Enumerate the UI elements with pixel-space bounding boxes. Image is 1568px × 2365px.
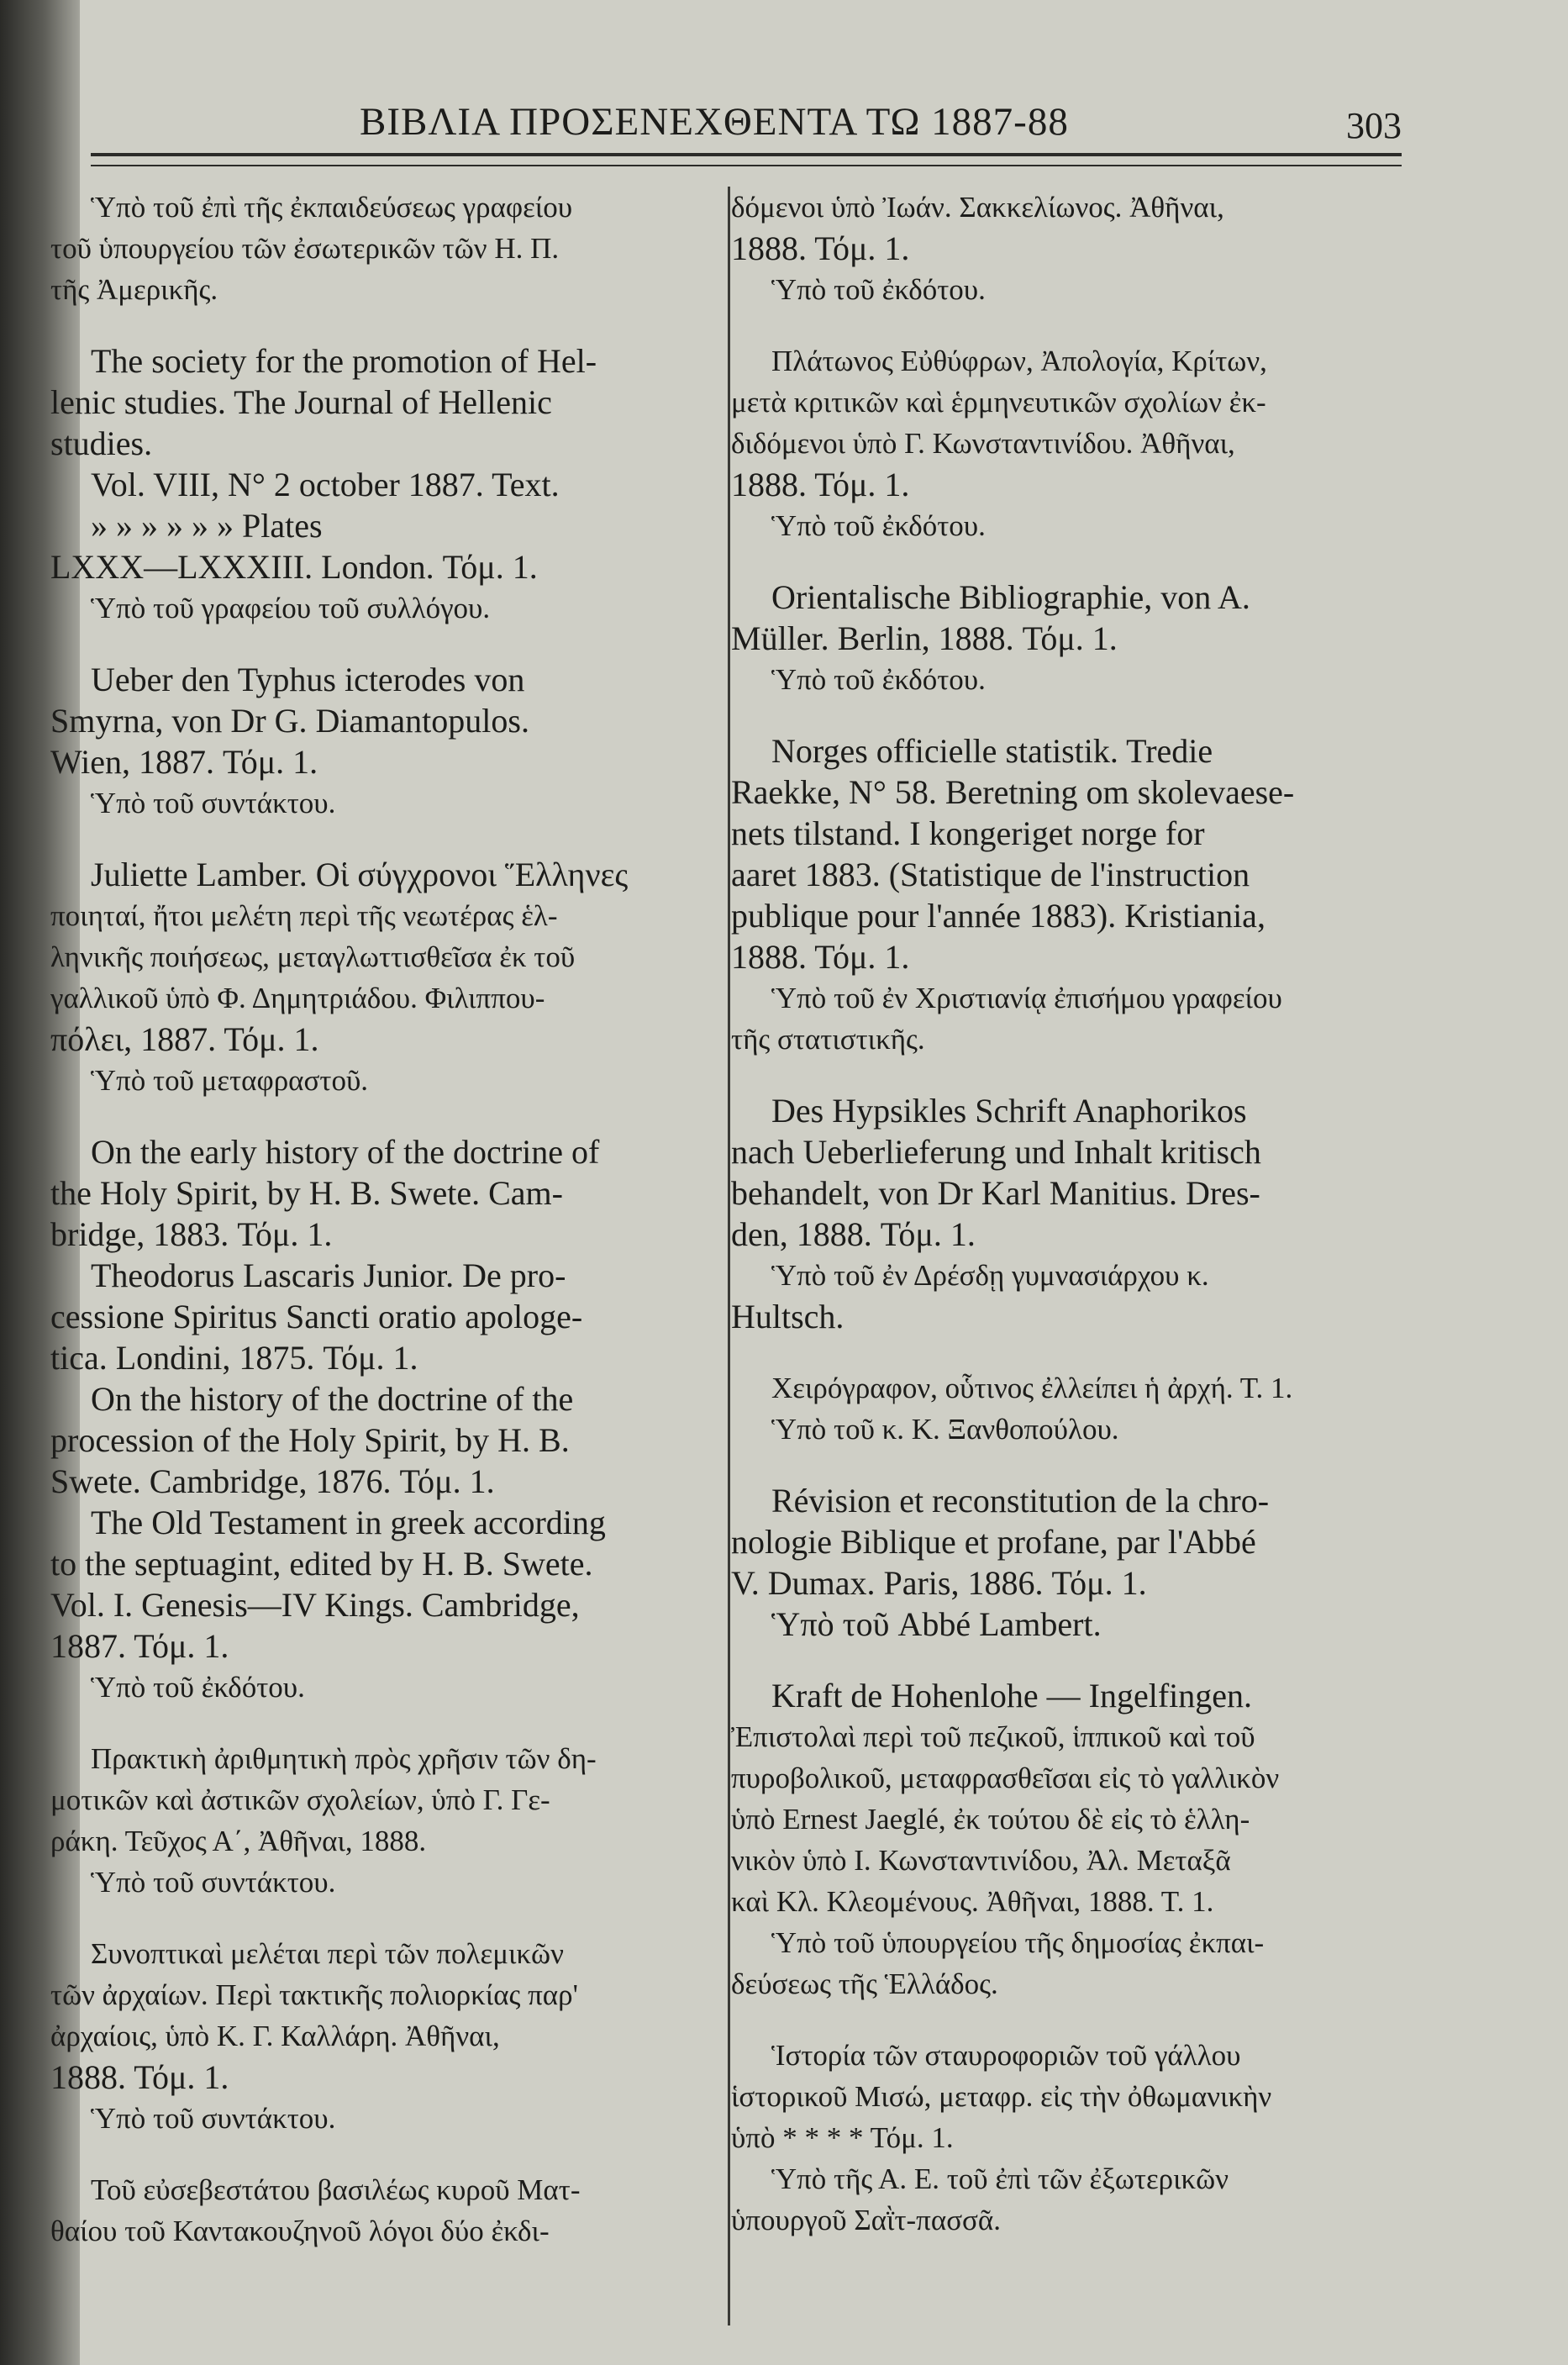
title-line: Ueber den Typhus icterodes von — [91, 661, 525, 698]
title-line: ἀρχαίοις, ὑπὸ Κ. Γ. Καλλάρη. Ἀθῆναι, — [50, 2020, 500, 2052]
catalog-entry — [731, 1367, 1395, 1450]
title-line: Vol. I. Genesis—IV Kings. Cambridge, — [50, 1586, 580, 1624]
title-line: τῶν ἀρχαίων. Περὶ τακτικῆς πολιορκίας παρ' — [50, 1978, 578, 2011]
title-line: Πλάτωνος Εὐθύφρων, Ἀπολογία, Κρίτων, — [771, 345, 1267, 377]
catalog-entry — [731, 187, 1395, 310]
donor-line: τοῦ ὑπουργείου τῶν ἐσωτερικῶν τῶν Η. Π. — [50, 232, 560, 265]
title-line: ὑπὸ * * * * Τόμ. 1. — [731, 2121, 954, 2154]
title-line: Ἐπιστολαὶ περὶ τοῦ πεζικοῦ, ἱππικοῦ καὶ τοῦ — [731, 1720, 1255, 1753]
title-line: Orientalische Bibliographie, von A. — [771, 578, 1250, 616]
title-line: πυροβολικοῦ, μεταφρασθεῖσαι εἰς τὸ γαλλικὸν — [731, 1762, 1280, 1794]
donor-line: Ὑπὸ τοῦ ἐν Δρέσδῃ γυμνασιάρχου κ. — [771, 1259, 1209, 1292]
donor-line: Ὑπὸ τοῦ ἐκδότου. — [771, 663, 986, 696]
donor-line: Ὑπὸ τοῦ κ. Κ. Ξανθοπούλου. — [771, 1413, 1119, 1446]
donor-line: Ὑπὸ τοῦ ἐκδότου. — [771, 509, 986, 542]
title-line: the Holy Spirit, by H. B. Swete. Cam- — [50, 1174, 563, 1212]
page-number: 303 — [1346, 105, 1402, 146]
title-line: cessione Spiritus Sancti oratio apologe- — [50, 1298, 583, 1335]
title-line: νικὸν ὑπὸ Ι. Κωνσταντινίδου, Ἀλ. Μεταξᾶ — [731, 1844, 1231, 1877]
donor-line: Ὑπὸ τοῦ συντάκτου. — [91, 1866, 336, 1899]
title-line: 1888. Τόμ. 1. — [50, 2058, 229, 2096]
donor-line: Ὑπὸ τοῦ συντάκτου. — [91, 2102, 336, 2135]
donor-line: Ὑπὸ τοῦ γραφείου τοῦ συλλόγου. — [91, 592, 491, 624]
donor-line: Ὑπὸ τοῦ ἐπὶ τῆς ἐκπαιδεύσεως γραφείου — [91, 191, 573, 224]
title-line: LXXX—LXXXIII. London. Τόμ. 1. — [50, 548, 538, 586]
title-line: Συνοπτικαὶ μελέται περὶ τῶν πολεμικῶν — [91, 1937, 564, 1970]
title-line: Norges officielle statistik. Tredie — [771, 732, 1213, 770]
catalog-entry — [50, 659, 697, 824]
title-line: On the history of the doctrine of the — [91, 1380, 574, 1418]
title-line: Wien, 1887. Τόμ. 1. — [50, 743, 318, 781]
title-line: 1887. Τόμ. 1. — [50, 1627, 229, 1665]
title-line: Vol. VIII, N° 2 october 1887. Text. — [91, 466, 560, 503]
title-line: Juliette Lamber. Οἱ σύγχρονοι Ἕλληνες — [91, 856, 629, 893]
title-line: » » » » » » Plates — [91, 507, 323, 545]
donor-line: Ὑπὸ τοῦ ὑπουργείου τῆς δημοσίας ἐκπαι- — [771, 1926, 1265, 1959]
donor-line: Hultsch. — [731, 1298, 845, 1335]
title-line: V. Dumax. Paris, 1886. Τόμ. 1. — [731, 1564, 1147, 1602]
title-line: nologie Biblique et profane, par l'Abbé — [731, 1523, 1256, 1561]
donor-line: Ὑπὸ τοῦ ἐκδότου. — [771, 273, 986, 306]
catalog-entry — [731, 577, 1395, 700]
title-line: Χειρόγραφον, οὗτινος ἐλλείπει ἡ ἀρχή. Τ. 1. — [771, 1372, 1293, 1404]
title-line: tica. Londini, 1875. Τόμ. 1. — [50, 1339, 418, 1377]
catalog-entry — [50, 1738, 697, 1903]
title-line: ὑπὸ Ernest Jaeglé, ἐκ τούτου δὲ εἰς τὸ ἑλλη- — [731, 1803, 1250, 1836]
title-line: Révision et reconstitution de la chro- — [771, 1482, 1270, 1520]
title-line: Smyrna, von Dr G. Diamantopulos. — [50, 702, 529, 740]
catalog-entry — [731, 340, 1395, 546]
catalog-entry — [50, 1933, 697, 2139]
catalog-entry — [50, 1131, 697, 1708]
running-head: ΒΙΒΛΙΑ ΠΡΟΣΕΝΕΧΘΕΝΤΑ ΤΩ 1887-88 — [360, 100, 1069, 144]
title-line: procession of the Holy Spirit, by H. B. — [50, 1421, 570, 1459]
title-line: μοτικῶν καὶ ἀστικῶν σχολείων, ὑπὸ Γ. Γε- — [50, 1783, 550, 1816]
donor-line: Ὑπὸ τοῦ ἐν Χριστιανίᾳ ἐπισήμου γραφείου — [771, 982, 1282, 1014]
title-line: publique pour l'année 1883). Kristiania, — [731, 897, 1265, 935]
donor-line: Ὑπὸ τοῦ ἐκδότου. — [91, 1671, 305, 1704]
catalog-entry — [50, 187, 697, 310]
catalog-entry — [50, 340, 697, 629]
title-line: Des Hypsikles Schrift Anaphorikos — [771, 1092, 1247, 1130]
title-line: nets tilstand. I kongeriget norge for — [731, 814, 1205, 852]
donor-line: ὑπουργοῦ Σαῒτ-πασσᾶ. — [731, 2204, 1002, 2236]
catalog-entry — [50, 2169, 697, 2252]
title-line: 1888. Τόμ. 1. — [731, 466, 910, 503]
title-line: ράκη. Τεῦχος Α΄, Ἀθῆναι, 1888. — [50, 1825, 427, 1857]
title-line: Πρακτικὴ ἀριθμητικὴ πρὸς χρῆσιν τῶν δη- — [91, 1742, 597, 1775]
title-line: The society for the promotion of Hel- — [91, 342, 597, 380]
column-divider — [728, 187, 730, 2325]
title-line: ἱστορικοῦ Μισώ, μεταφρ. εἰς τὴν ὀθωμανικὴν — [731, 2080, 1272, 2113]
donor-line: Ὑπὸ τῆς Α. Ε. τοῦ ἐπὶ τῶν ἐξωτερικῶν — [771, 2162, 1229, 2195]
title-line: 1888. Τόμ. 1. — [731, 938, 910, 976]
left-column — [50, 187, 697, 2282]
title-line: γαλλικοῦ ὑπὸ Φ. Δημητριάδου. Φιλιππου- — [50, 982, 545, 1014]
catalog-entry — [731, 2035, 1395, 2241]
donor-line: Ὑπὸ τοῦ Abbé Lambert. — [771, 1605, 1102, 1643]
donor-line: Ὑπὸ τοῦ συντάκτου. — [91, 787, 336, 819]
catalog-entry — [731, 1675, 1395, 2004]
donor-line: Ὑπὸ τοῦ μεταφραστοῦ. — [91, 1064, 369, 1097]
title-line: Raekke, N° 58. Beretning om skolevaese- — [731, 773, 1295, 811]
catalog-entry — [50, 854, 697, 1101]
donor-line: τῆς Ἀμερικῆς. — [50, 273, 218, 306]
title-line: aaret 1883. (Statistique de l'instruction — [731, 856, 1250, 893]
title-line: πόλει, 1887. Τόμ. 1. — [50, 1020, 319, 1058]
title-line: θαίου τοῦ Καντακουζηνοῦ λόγοι δύο ἐκδι- — [50, 2215, 550, 2247]
donor-line: τῆς στατιστικῆς. — [731, 1023, 925, 1056]
title-line: Kraft de Hohenlohe — Ingelfingen. — [771, 1677, 1253, 1714]
catalog-entry — [731, 730, 1395, 1060]
title-line: behandelt, von Dr Karl Manitius. Dres- — [731, 1174, 1260, 1212]
title-line: studies. — [50, 424, 153, 462]
title-line: lenic studies. The Journal of Hellenic — [50, 383, 552, 421]
title-line: On the early history of the doctrine of — [91, 1133, 600, 1171]
right-column — [731, 187, 1395, 2271]
title-line: διδόμενοι ὑπὸ Γ. Κωνσταντινίδου. Ἀθῆναι, — [731, 427, 1235, 460]
title-line: den, 1888. Τόμ. 1. — [731, 1215, 976, 1253]
title-line: 1888. Τόμ. 1. — [731, 229, 910, 267]
title-line: Τοῦ εὐσεβεστάτου βασιλέως κυροῦ Ματ- — [91, 2173, 581, 2206]
catalog-entry — [731, 1090, 1395, 1337]
catalog-entry — [731, 1480, 1395, 1645]
title-line: Swete. Cambridge, 1876. Τόμ. 1. — [50, 1462, 495, 1500]
title-line: Theodorus Lascaris Junior. De pro- — [91, 1256, 566, 1294]
title-line: καὶ Κλ. Κλεομένους. Ἀθῆναι, 1888. Τ. 1. — [731, 1885, 1214, 1918]
title-line: ληνικῆς ποιήσεως, μεταγλωττισθεῖσα ἐκ τοῦ — [50, 940, 576, 973]
title-line: Ἱστορία τῶν σταυροφοριῶν τοῦ γάλλου — [771, 2039, 1241, 2072]
title-line: The Old Testament in greek according — [91, 1504, 606, 1541]
title-line: to the septuagint, edited by H. B. Swete. — [50, 1545, 593, 1583]
title-line: δόμενοι ὑπὸ Ἰωάν. Σακκελίωνος. Ἀθῆναι, — [731, 191, 1224, 224]
title-line: μετὰ κριτικῶν καὶ ἑρμηνευτικῶν σχολίων ἐκ- — [731, 386, 1266, 419]
title-line: bridge, 1883. Τόμ. 1. — [50, 1215, 333, 1253]
header-rule-thin — [91, 165, 1402, 166]
header-rule — [91, 153, 1402, 156]
title-line: ποιηταί, ἤτοι μελέτη περὶ τῆς νεωτέρας ἑλ- — [50, 899, 558, 932]
donor-line: δεύσεως τῆς Ἑλλάδος. — [731, 1967, 998, 2000]
page-header — [91, 94, 1402, 153]
title-line: nach Ueberlieferung und Inhalt kritisch — [731, 1133, 1261, 1171]
title-line: Müller. Berlin, 1888. Τόμ. 1. — [731, 619, 1118, 657]
